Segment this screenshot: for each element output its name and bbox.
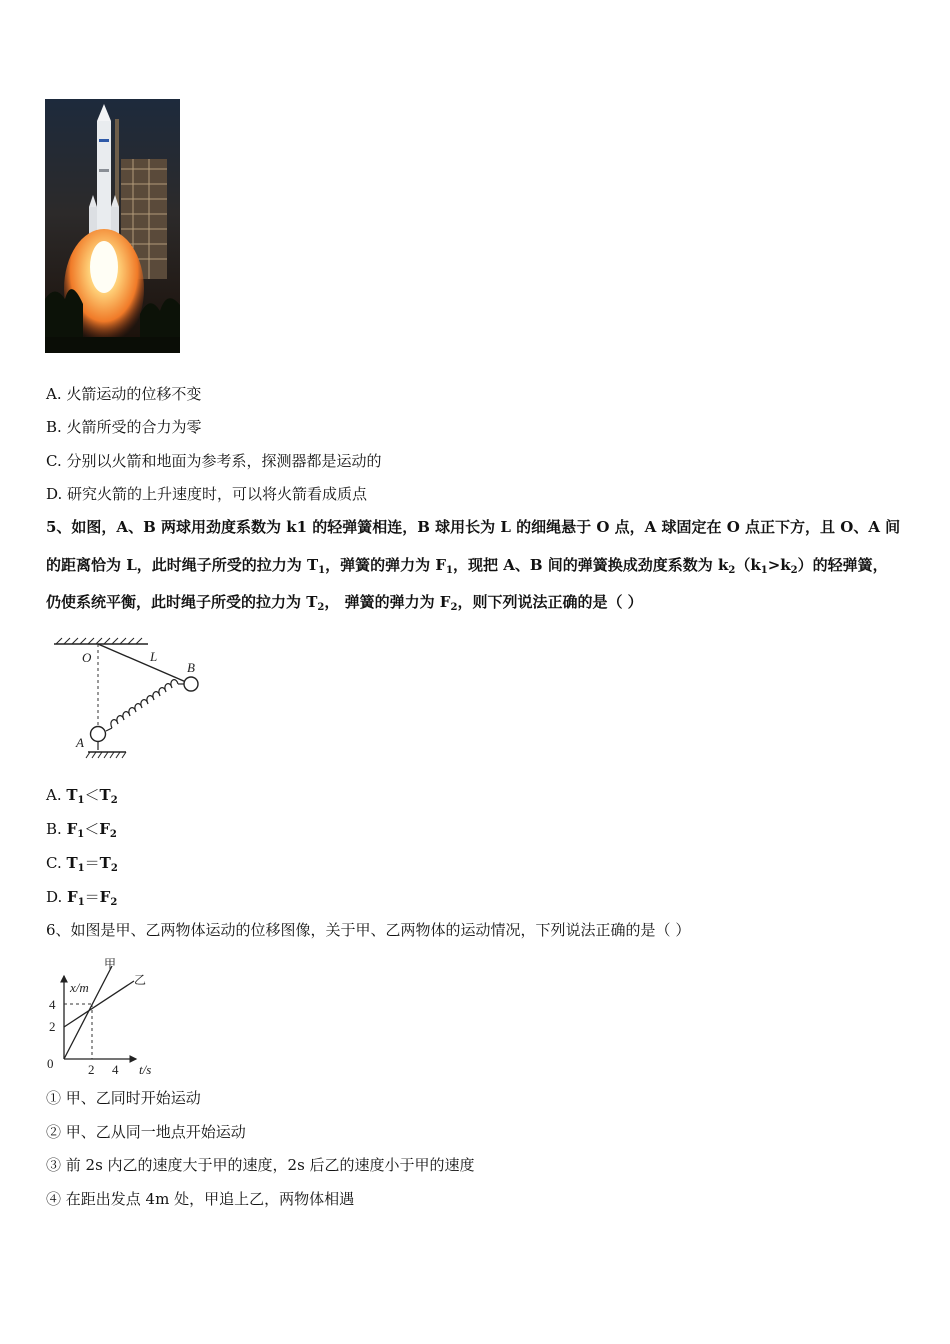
spring-rope-figure bbox=[50, 636, 210, 762]
q6-stem: 6、如图是甲、乙两物体运动的位移图像，关于甲、乙两物体的运动情况，下列说法正确的是（ ） bbox=[46, 921, 691, 939]
label-a: A bbox=[76, 735, 84, 750]
rocket-launch-photo bbox=[45, 99, 180, 353]
q4-option-b: B. 火箭所受的合力为零 bbox=[46, 418, 202, 436]
q6-statement-3: ③ 前 2s 内乙的速度大于甲的速度，2s 后乙的速度小于甲的速度 bbox=[46, 1156, 475, 1174]
x-tick-2: 2 bbox=[88, 1062, 95, 1077]
q4-option-c: C. 分别以火箭和地面为参考系，探测器都是运动的 bbox=[46, 452, 382, 470]
q5-stem-line2: 的距离恰为 L，此时绳子所受的拉力为 $T_1$，弹簧的弹力为 $F_1$，现把 A、B 间的弹簧换成劲度系数为 $k_2(k_1>k_2)$的轻弹簧， bbox=[46, 556, 888, 576]
q5-option-b: B. $F_1<F_2$ bbox=[46, 820, 117, 840]
q5-stem-line1: 5、如图，A、B 两球用劲度系数为 k1 的轻弹簧相连，B 球用长为 L 的细绳悬于 O 点，A 球固定在 O 点正下方，且 O、A 间 bbox=[46, 518, 901, 536]
x-tick-4: 4 bbox=[112, 1062, 119, 1077]
origin-label: 0 bbox=[47, 1056, 54, 1071]
q5-option-d: D. $F_1=F_2$ bbox=[46, 888, 118, 908]
q6-statement-1: ① 甲、乙同时开始运动 bbox=[46, 1089, 201, 1107]
q6-statement-4: ④ 在距出发点 4m 处，甲追上乙，两物体相遇 bbox=[46, 1190, 355, 1208]
q5-option-c: C. $T_1=T_2$ bbox=[46, 854, 118, 874]
q4-option-a: A. 火箭运动的位移不变 bbox=[46, 385, 202, 403]
q5-option-a: A. $T_1<T_2$ bbox=[46, 786, 118, 806]
label-jia: 甲 bbox=[104, 957, 117, 971]
label-o: O bbox=[82, 650, 92, 665]
y-tick-2: 2 bbox=[49, 1019, 56, 1034]
position-time-graph bbox=[44, 956, 156, 1080]
label-yi: 乙 bbox=[134, 973, 147, 987]
label-l: L bbox=[150, 649, 158, 664]
q6-statement-2: ② 甲、乙从同一地点开始运动 bbox=[46, 1123, 246, 1141]
x-axis-label: t/s bbox=[139, 1062, 152, 1077]
y-axis-label: x/m bbox=[70, 980, 89, 995]
label-b: B bbox=[187, 660, 195, 675]
y-tick-4: 4 bbox=[49, 997, 56, 1012]
q5-stem-line3: 仍使系统平衡，此时绳子所受的拉力为 $T_2$， 弹簧的弹力为 $F_2$，则下列说法正确的是（ ） bbox=[46, 593, 643, 613]
q4-option-d: D. 研究火箭的上升速度时，可以将火箭看成质点 bbox=[46, 485, 368, 503]
